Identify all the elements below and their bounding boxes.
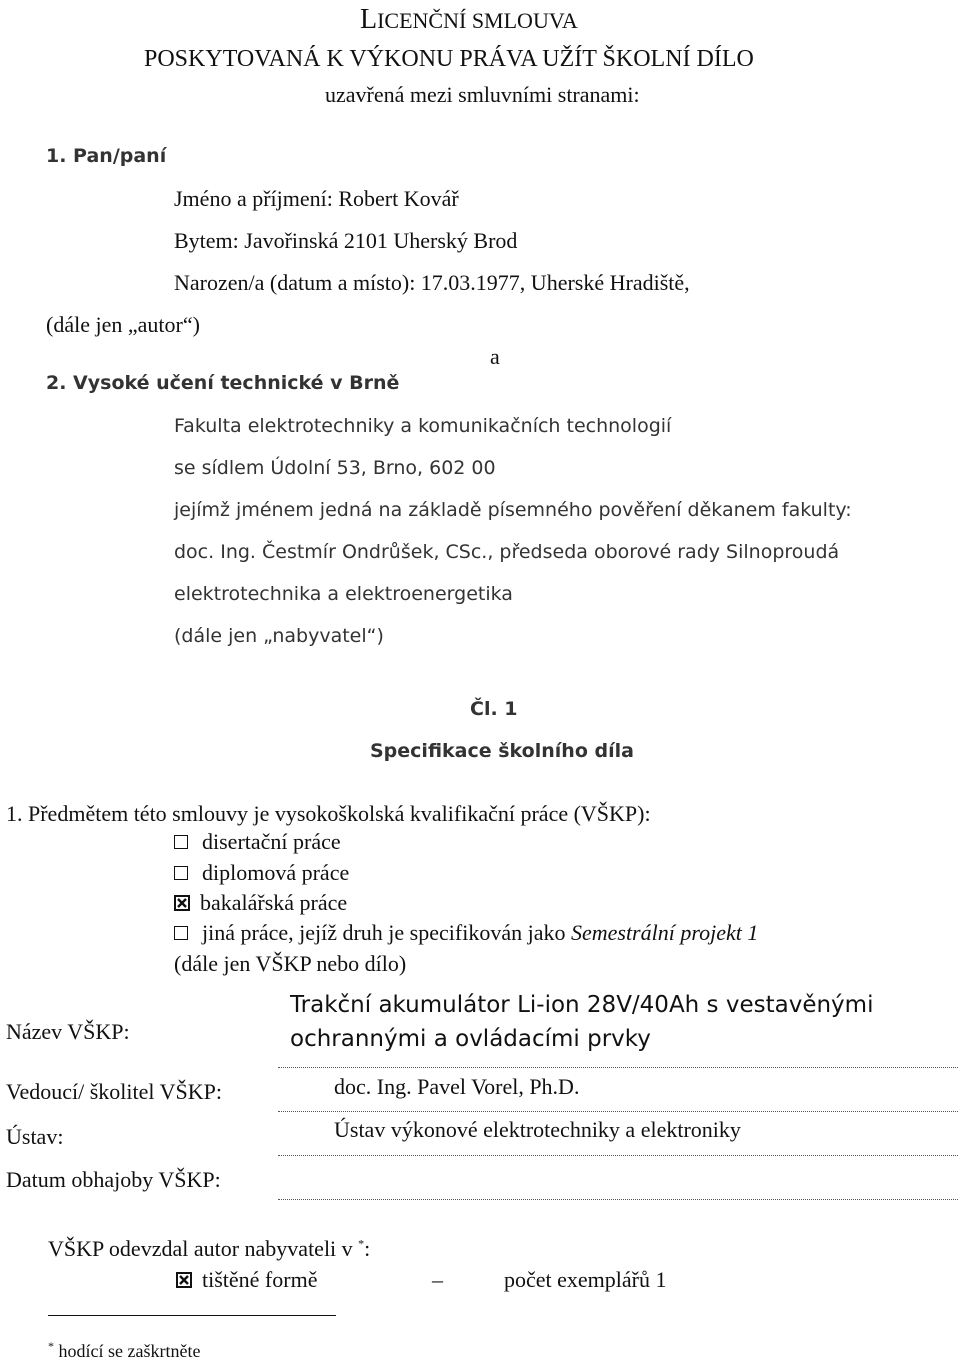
article-number: Čl. 1 (470, 698, 518, 720)
supervisor-label: Vedoucí/ školitel VŠKP: (6, 1079, 222, 1104)
thesis-name-label: Název VŠKP: (6, 1019, 130, 1044)
party2-heading: 2. Vysoké učení technické v Brně (46, 372, 400, 394)
option-bachelor[interactable] (174, 890, 347, 915)
party1-name: Jméno a příjmení: Robert Kovář (174, 186, 459, 211)
option-dissertation[interactable] (174, 829, 341, 854)
option-label: disertační práce (202, 829, 341, 854)
checkbox-unchecked-icon[interactable] (174, 866, 188, 880)
option-label: bakalářská práce (200, 890, 348, 915)
party2-person-cont: elektrotechnika a elektroenergetika (174, 583, 513, 605)
footnote-separator (48, 1315, 336, 1316)
institute-value: Ústav výkonové elektrotechniky a elektroniky (334, 1117, 741, 1142)
title-rest: ICENČNÍ SMLOUVA (377, 8, 578, 33)
party2-acting: jejímž jménem jedná na základě písemného pověření děkanem fakulty: (174, 499, 852, 521)
handover-text (48, 1236, 370, 1261)
handover-colon: : (364, 1236, 371, 1261)
option-label: jiná práce, jejíž druh je specifikován jako (202, 920, 571, 945)
handover-dash: – (432, 1267, 443, 1292)
institute-label: Ústav: (6, 1124, 64, 1149)
checkbox-unchecked-icon[interactable] (174, 926, 188, 940)
thesis-name-value-line2: ochrannými a ovládacími prvky (290, 1026, 651, 1052)
party2-alias: (dále jen „nabyvatel“) (174, 625, 384, 647)
contract-subtitle: POSKYTOVANÁ K VÝKONU PRÁVA UŽÍT ŠKOLNÍ DÍLO (144, 46, 754, 72)
handover-footnote-mark: * (358, 1236, 365, 1251)
party2-person: doc. Ing. Čestmír Ondrůšek, CSc., předseda oborové rady Silnoproudá (174, 541, 840, 563)
checkbox-checked-icon[interactable] (174, 895, 190, 911)
handover-printed-option[interactable] (176, 1267, 317, 1292)
party1-alias: (dále jen „autor“) (46, 312, 200, 337)
subject-intro: 1. Předmětem této smlouvy je vysokoškolská kvalifikační práce (VŠKP): (6, 801, 651, 826)
party1-address: Bytem: Javořinská 2101 Uherský Brod (174, 228, 518, 253)
supervisor-underline (278, 1111, 958, 1112)
checkbox-checked-icon[interactable] (176, 1272, 192, 1288)
checkbox-unchecked-icon[interactable] (174, 835, 188, 849)
institute-underline (278, 1155, 958, 1156)
party1-born: Narozen/a (datum a místo): 17.03.1977, Uherské Hradiště, (174, 270, 690, 295)
option-label: diplomová práce (202, 860, 350, 885)
handover-label: VŠKP odevzdal autor nabyvateli v (48, 1236, 353, 1261)
option-diploma[interactable] (174, 860, 349, 885)
footnote (48, 1340, 200, 1362)
conjunction: a (490, 344, 500, 369)
subject-alias: (dále jen VŠKP nebo dílo) (174, 951, 407, 976)
title-initial: L (360, 4, 378, 35)
handover-copies: počet exemplářů 1 (504, 1267, 667, 1292)
party2-faculty: Fakulta elektrotechniky a komunikačních technologií (174, 415, 672, 437)
supervisor-value: doc. Ing. Pavel Vorel, Ph.D. (334, 1074, 580, 1099)
defense-date-label: Datum obhajoby VŠKP: (6, 1167, 221, 1192)
article-title: Specifikace školního díla (370, 740, 634, 762)
option-other[interactable] (174, 920, 758, 945)
thesis-name-value-line1: Trakční akumulátor Li-ion 28V/40Ah s vestavěnými (290, 992, 874, 1018)
option-other-specification: Semestrální projekt 1 (570, 920, 759, 945)
thesis-name-underline (278, 1067, 958, 1068)
footnote-text: hodící se zaškrtněte (54, 1341, 201, 1361)
contract-parties-intro: uzavřená mezi smluvními stranami: (325, 82, 640, 107)
contract-title (360, 4, 578, 36)
handover-form-label: tištěné formě (202, 1267, 318, 1292)
footnote-mark: * (48, 1339, 54, 1353)
defense-date-underline (278, 1199, 958, 1200)
party1-heading: 1. Pan/paní (46, 145, 167, 167)
party2-seat: se sídlem Údolní 53, Brno, 602 00 (174, 457, 496, 479)
